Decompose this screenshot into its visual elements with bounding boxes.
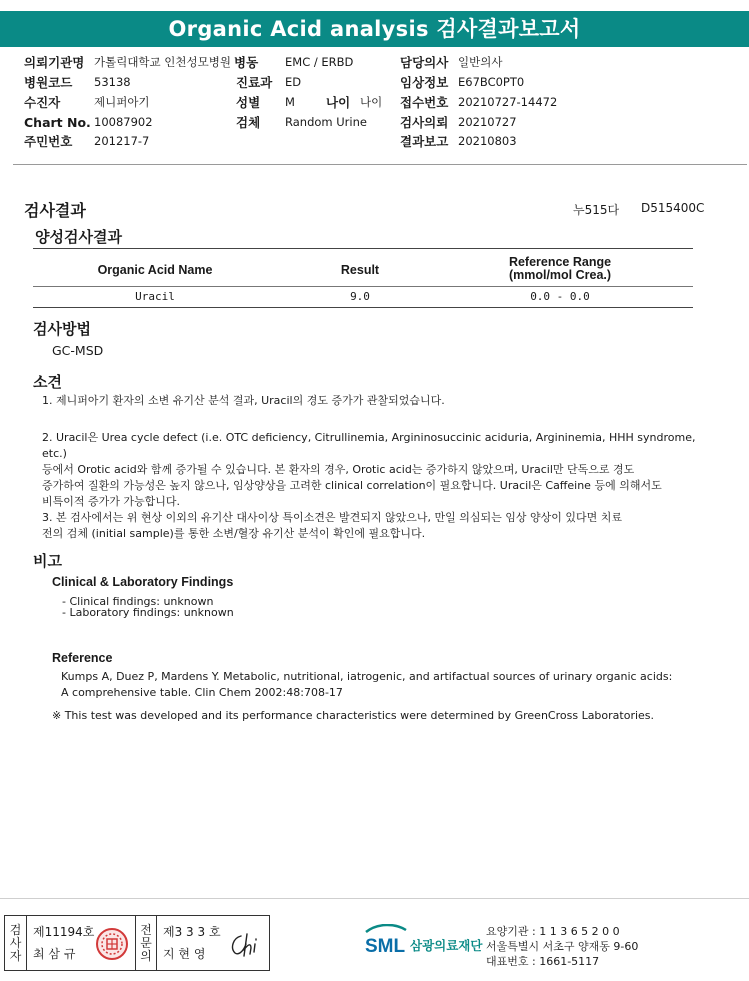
table-top-border xyxy=(33,248,693,249)
receipt-label: 접수번호 xyxy=(400,95,449,110)
chart-value: 10087902 xyxy=(94,115,153,129)
reference-text xyxy=(61,669,672,701)
age-label: 나이 xyxy=(326,95,351,110)
handwritten-signature-icon xyxy=(227,930,265,960)
clinical-info-label: 임상정보 xyxy=(400,75,449,90)
positive-results-title: 양성검사결과 xyxy=(35,228,122,246)
result-code-1: 누515다 xyxy=(573,203,620,217)
care-institution-code: 요양기관 : 1 1 3 6 5 2 0 0 xyxy=(486,925,620,938)
disclaimer-note: ※ This test was developed and its performance characteristics were determined by GreenCross Laboratories. xyxy=(52,709,655,722)
examiner-label-char: 자 xyxy=(9,949,22,963)
specialist-label-char: 의 xyxy=(140,949,152,963)
specialist-name: 지 현 영 xyxy=(163,947,206,961)
opinion-p1: 1. 제니퍼아기 환자의 소변 유기산 분석 결과, Uracil의 경도 증가가 관찰되었습니다. xyxy=(42,394,445,407)
institution-label: 의뢰기관명 xyxy=(24,55,85,70)
method-title: 검사방법 xyxy=(33,320,91,338)
request-value: 20210727 xyxy=(458,115,517,129)
examiner-name: 최 삼 규 xyxy=(33,947,76,961)
institution-value: 가톨릭대학교 인천성모병원 xyxy=(94,55,231,69)
official-seal-icon xyxy=(95,927,129,961)
laboratory-finding: - Laboratory findings: unknown xyxy=(62,606,234,619)
reference-title: Reference xyxy=(52,651,113,665)
hospital-code-value: 53138 xyxy=(94,75,131,89)
row-result: 9.0 xyxy=(350,290,370,303)
opinion-p2-line-2: 등에서 Orotic acid와 함께 증가될 수 있습니다. 본 환자의 경우, Orotic acid는 증가하지 않았으며, Uracil만 단독으로 경도 xyxy=(42,463,635,476)
specialist-label xyxy=(135,916,157,970)
clinical-info-value: E67BC0PT0 xyxy=(458,75,525,89)
patient-label: 수진자 xyxy=(24,95,61,110)
col-header-result: Result xyxy=(340,263,380,277)
address: 서울특별시 서초구 양재동 9-60 xyxy=(486,940,639,953)
doctor-label: 담당의사 xyxy=(400,55,449,70)
report-title: Organic Acid analysis 검사결과보고서 xyxy=(0,11,749,47)
reference-line-1: Kumps A, Duez P, Mardens Y. Metabolic, nutritional, iatrogenic, and artifactual sources of urinary organic acids: xyxy=(61,670,673,683)
table-bottom-border xyxy=(33,307,693,308)
main-phone: 대표번호 : 1661-5117 xyxy=(486,955,600,968)
chart-label: Chart No. xyxy=(24,115,91,130)
doctor-value: 일반의사 xyxy=(458,55,503,69)
report-date-value: 20210803 xyxy=(458,134,517,148)
specialist-label-char: 문 xyxy=(140,936,152,950)
receipt-value: 20210727-14472 xyxy=(458,95,558,109)
resident-value: 201217-7 xyxy=(94,134,150,148)
signature-box xyxy=(4,915,270,971)
reference-line-2: A comprehensive table. Clin Chem 2002:48:708-17 xyxy=(61,686,343,699)
examiner-label-char: 검 xyxy=(9,923,22,937)
dept-label: 진료과 xyxy=(236,75,273,90)
sex-value: M xyxy=(285,95,295,109)
sml-logo-icon xyxy=(363,924,409,958)
age-value: 나이 xyxy=(360,95,383,109)
results-title: 검사결과 xyxy=(24,201,86,220)
opinion-paragraph-1 xyxy=(42,393,702,409)
specimen-label: 검체 xyxy=(236,115,261,130)
row-range: 0.0 - 0.0 xyxy=(530,290,590,303)
resident-label: 주민번호 xyxy=(24,134,73,149)
examiner-label-char: 사 xyxy=(9,936,22,950)
opinion-p3-line-1: 3. 본 검사에서는 위 현상 이외의 유기산 대사이상 특이소견은 발견되지 않았으나, 만일 의심되는 임상 양상이 있다면 치료 xyxy=(42,511,622,524)
clinical-findings-title: Clinical & Laboratory Findings xyxy=(52,575,234,589)
opinion-p2-line-1: 2. Uracil은 Urea cycle defect (i.e. OTC deficiency, Citrullinemia, Argininosuccinic aciduria, Argininemia, HHH syndrome, etc.) xyxy=(42,431,696,460)
opinion-paragraph-3 xyxy=(42,510,702,542)
remarks-title: 비고 xyxy=(33,552,62,570)
opinion-p3-line-2: 전의 검체 (initial sample)를 통한 소변/혈장 유기산 분석이 확인에 필요합니다. xyxy=(42,527,426,540)
hospital-code-label: 병원코드 xyxy=(24,75,73,90)
organization-name: 삼광의료재단 xyxy=(410,938,483,953)
opinion-p2-line-3: 증가하여 질환의 가능성은 높지 않으나, 임상양상을 고려한 clinical correlation이 필요합니다. Uracil은 Caffeine 등에 의해서도 xyxy=(42,479,662,492)
info-divider xyxy=(13,164,747,165)
dept-value: ED xyxy=(285,75,302,89)
opinion-p2-line-4: 비특이적 증가가 가능합니다. xyxy=(42,495,181,508)
examiner-label xyxy=(5,916,27,970)
table-header-border xyxy=(33,286,693,287)
report-date-label: 결과보고 xyxy=(400,134,449,149)
contact-info xyxy=(486,924,638,969)
col-header-range xyxy=(470,256,650,282)
col-header-range-title: Reference Range xyxy=(508,255,612,269)
specialist-number: 제3 3 3 호 xyxy=(163,925,221,939)
specimen-value: Random Urine xyxy=(285,115,367,129)
row-name: Uracil xyxy=(135,290,175,303)
ward-value: EMC / ERBD xyxy=(285,55,354,69)
clinical-finding: - Clinical findings: unknown xyxy=(62,595,214,608)
sex-label: 성별 xyxy=(236,95,261,110)
result-code-2: D515400C xyxy=(641,201,705,215)
patient-value: 제니퍼아기 xyxy=(94,95,150,109)
opinion-title: 소견 xyxy=(33,373,62,391)
logo-text: SML xyxy=(365,936,406,957)
ward-label: 병동 xyxy=(234,55,259,70)
specialist-label-char: 전 xyxy=(140,923,152,937)
col-header-range-unit: (mmol/mol Crea.) xyxy=(508,268,612,282)
opinion-paragraph-2 xyxy=(42,430,702,510)
method-value: GC-MSD xyxy=(52,343,104,358)
examiner-number: 제11194호 xyxy=(33,925,95,939)
footer-divider xyxy=(0,898,749,899)
request-label: 검사의뢰 xyxy=(400,115,449,130)
col-header-name: Organic Acid Name xyxy=(97,263,213,277)
